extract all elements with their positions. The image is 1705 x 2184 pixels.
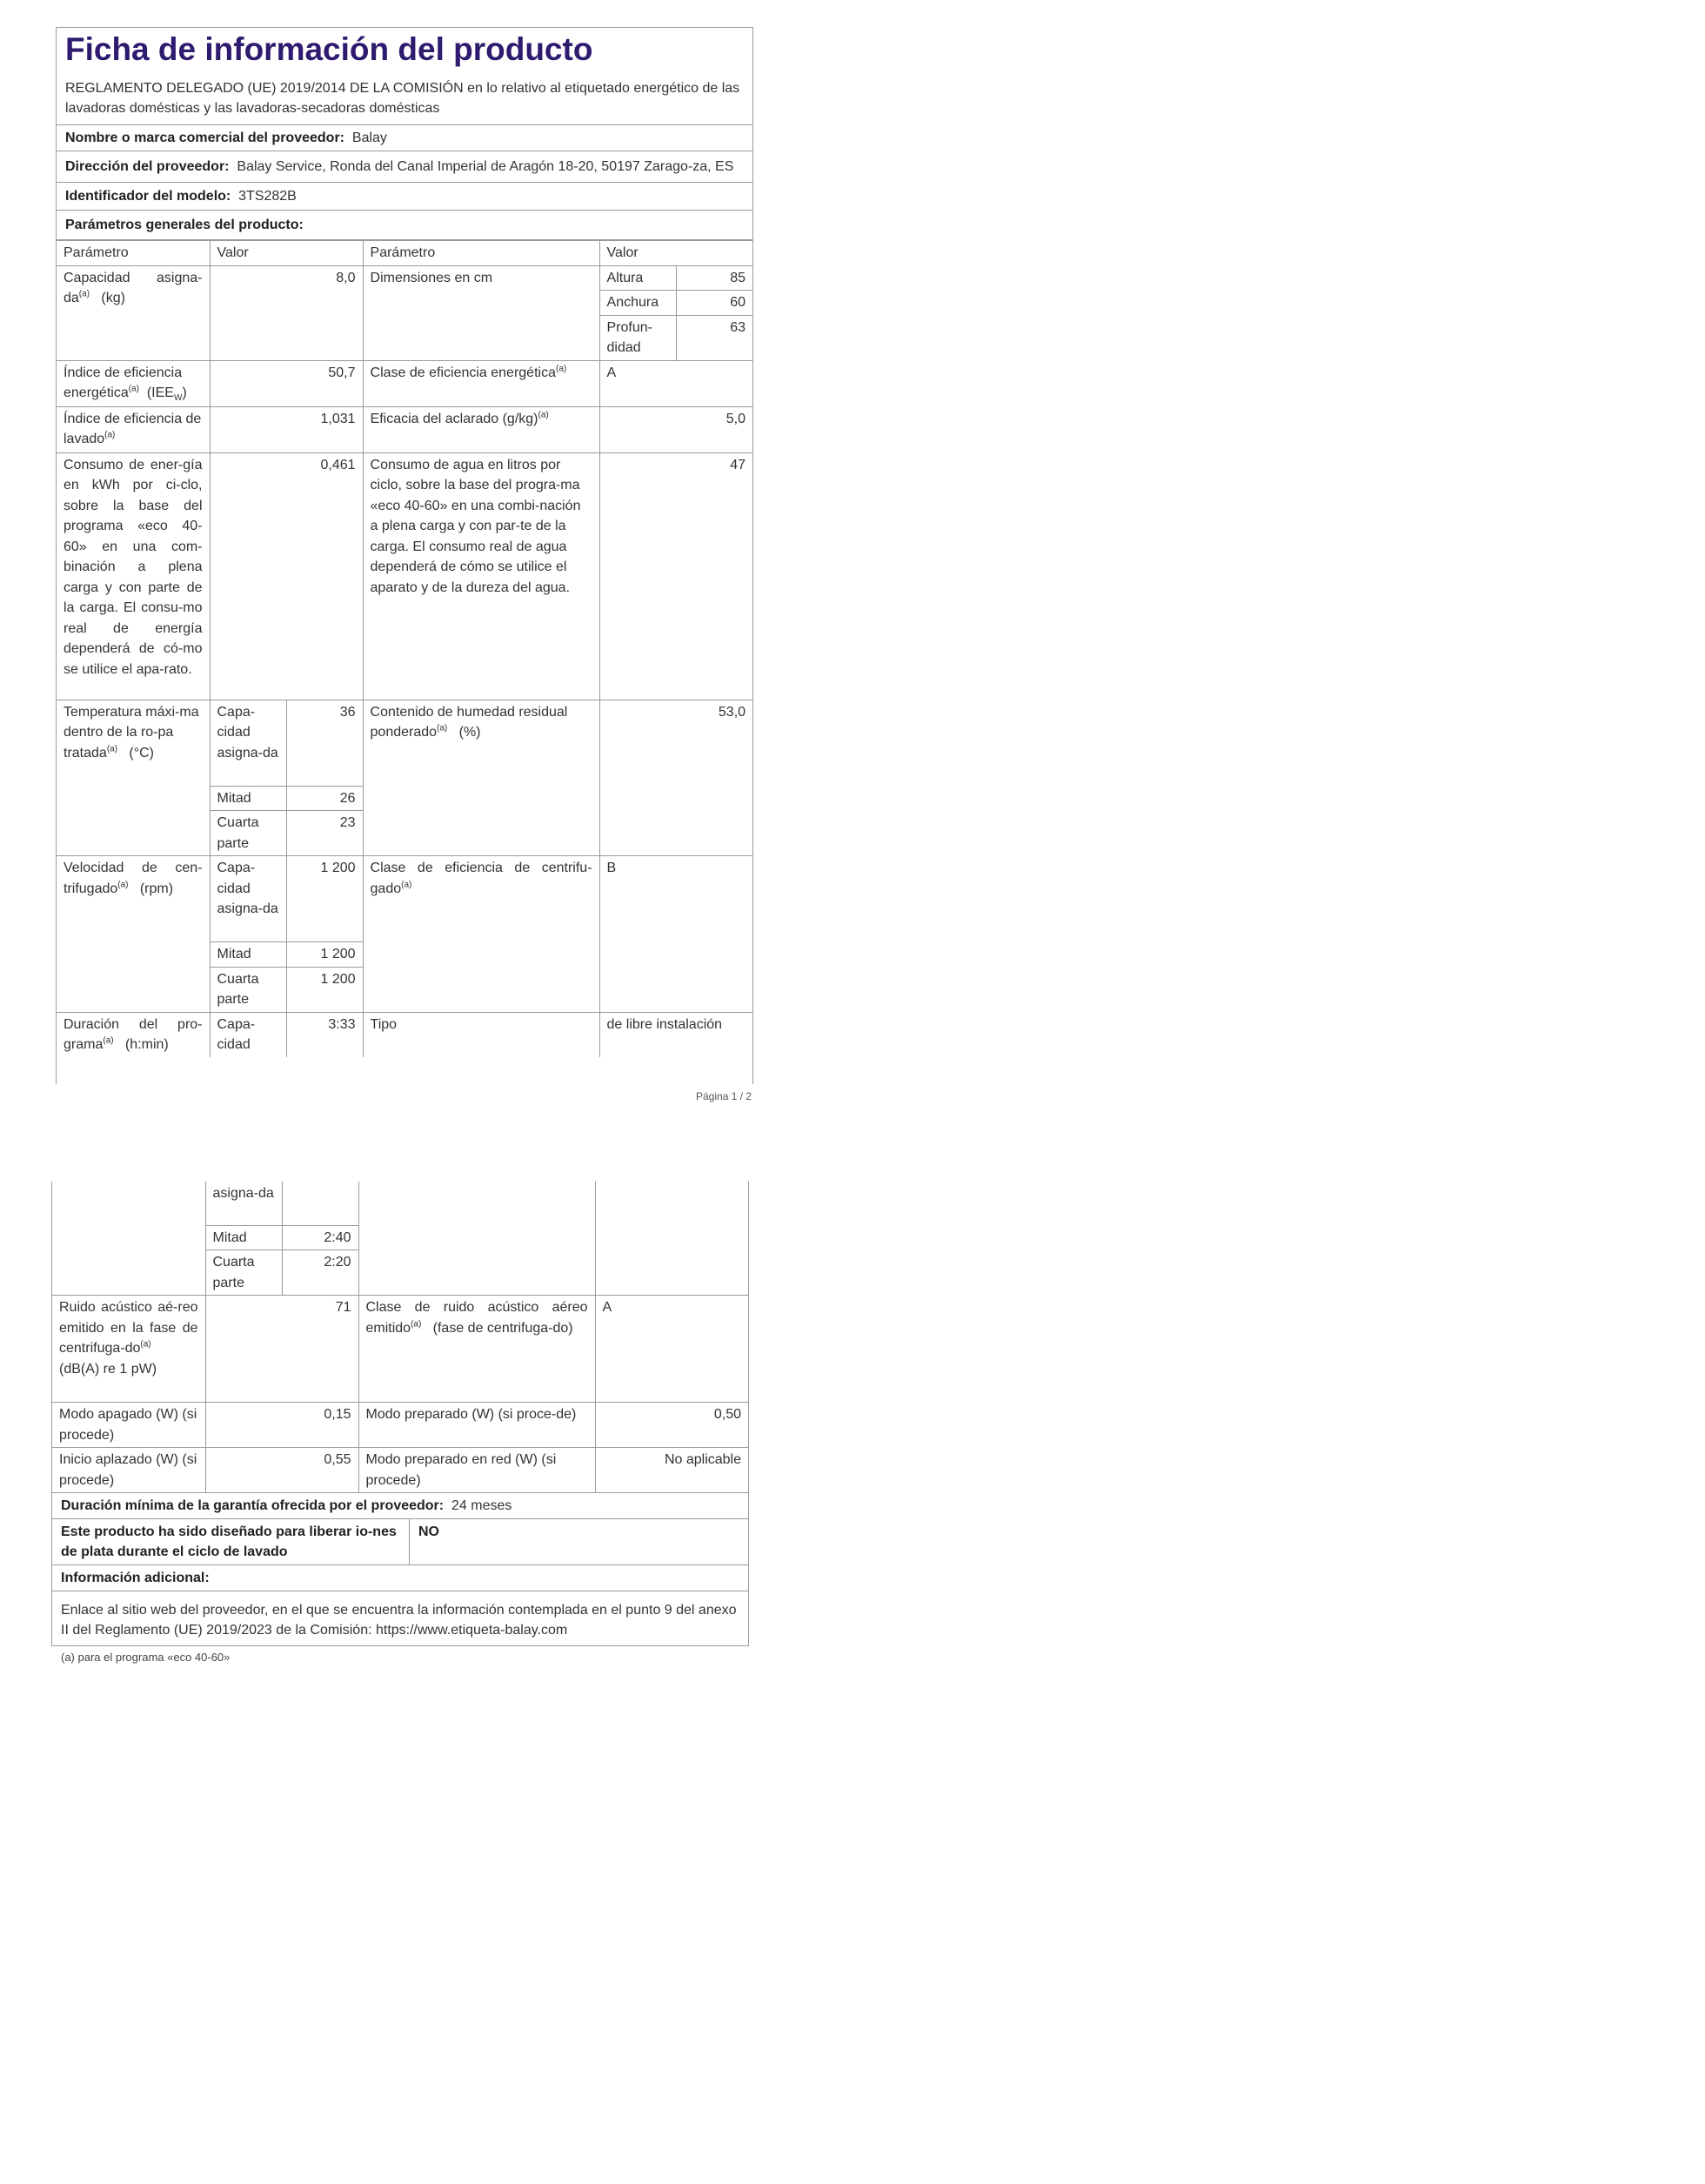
supplier-row — [57, 125, 752, 151]
load-quarter-label: Cuarta parte — [205, 1250, 282, 1296]
noise-value: 71 — [205, 1296, 358, 1403]
spin-full: 1 200 — [286, 856, 363, 942]
duration-full-label-top: Capa-cidad — [210, 1012, 286, 1057]
table-row — [57, 1012, 752, 1057]
table-row — [57, 700, 752, 786]
eei-label: Índice de eficiencia energética$^{(a)}$ $(IEE_W)$ — [57, 360, 210, 406]
silver-value: NO — [418, 1524, 439, 1539]
delay-start-value: 0,55 — [205, 1448, 358, 1493]
standby-label: Modo preparado (W) (si proce-de) — [358, 1403, 595, 1448]
energy-consumption-label: Consumo de ener-gía en kWh por ci-clo, sobre la base del programa «eco 40-60» en una com-binación a plena carga y con parte de la carga. El consu-mo real de energía dependerá de có-mo se utilice el apa-rato. — [57, 452, 210, 700]
temperature-label: Temperatura máxi-ma dentro de la ro-pa tratada$^{(a)}$ (°C) — [57, 700, 210, 856]
duration-label-cont — [52, 1182, 205, 1296]
moisture-value: 53,0 — [599, 700, 752, 856]
eei-value: 50,7 — [210, 360, 363, 406]
water-consumption-value: 47 — [599, 452, 752, 700]
duration-label: Duración del pro-grama$^{(a)}$ (h:min) — [57, 1012, 210, 1057]
energy-class-label: Clase de eficiencia energética$^{(a)}$ — [363, 360, 599, 406]
energy-class-value: A — [599, 360, 752, 406]
load-full-label: Capa-cidad asigna-da — [210, 700, 286, 786]
temperature-quarter: 23 — [286, 811, 363, 856]
general-params-row — [57, 211, 752, 240]
warranty-label: Duración mínima de la garantía ofrecida por el proveedor: — [61, 1498, 445, 1513]
network-standby-label: Modo preparado en red (W) (si procede) — [358, 1448, 595, 1493]
duration-full: 3:33 — [286, 1012, 363, 1057]
params-table — [57, 240, 752, 1057]
capacity-label: Capacidad asigna-$da^{(a)}$ (kg) — [57, 265, 210, 360]
type-value-cont — [595, 1182, 748, 1296]
dimensions-cell: Altura 85 Anchura 60 Profun-didad 63 — [599, 265, 752, 360]
dimensions-label: Dimensiones en cm — [363, 265, 599, 360]
address-value: Balay Service, Ronda del Canal Imperial de Aragón 18-20, 50197 Zarago-za, ES — [237, 159, 734, 174]
duration-half: 2:40 — [282, 1225, 358, 1250]
rinse-label: Eficacia del aclarado $(g/kg)^{(a)}$ — [363, 406, 599, 452]
link-text: Enlace al sitio web del proveedor, en el que se encuentra la información contemplada en el punto 9 del anexo II del Reglamento (UE) 2019/2023 de la Comisión: https://www.etiqueta-balay.com — [61, 1603, 737, 1638]
type-label-cont — [358, 1182, 595, 1296]
page-title: Ficha de información del producto — [65, 31, 593, 67]
warranty-value: 24 meses — [451, 1498, 512, 1513]
standby-value: 0,50 — [595, 1403, 748, 1448]
load-full-label: Capa-cidad asigna-da — [210, 856, 286, 942]
model-row — [57, 183, 752, 211]
temperature-half: 26 — [286, 786, 363, 811]
temperature-full: 36 — [286, 700, 363, 786]
off-mode-value: 0,15 — [205, 1403, 358, 1448]
header-param-2: Parámetro — [363, 241, 599, 266]
table-row — [57, 406, 752, 452]
duration-quarter: 2:20 — [282, 1250, 358, 1296]
type-value: de libre instalación — [599, 1012, 752, 1057]
params-table-continued — [52, 1182, 748, 1493]
warranty-row — [52, 1493, 748, 1519]
model-label: Identificador del modelo: — [65, 189, 231, 204]
capacity-value: 8,0 — [210, 265, 363, 360]
supplier-value: Balay — [351, 131, 387, 145]
noise-class-value: A — [595, 1296, 748, 1403]
spin-half: 1 200 — [286, 942, 363, 968]
table-row — [52, 1182, 748, 1225]
off-mode-label: Modo apagado (W) (si procede) — [52, 1403, 205, 1448]
table-row — [57, 856, 752, 942]
load-half-label: Mitad — [210, 942, 286, 968]
spin-class-label: Clase de eficiencia de centrifu-gado$^{(a)}$ — [363, 856, 599, 1013]
table-row — [52, 1296, 748, 1403]
load-half-label: Mitad — [205, 1225, 282, 1250]
additional-info-label: Información adicional: — [61, 1571, 210, 1585]
noise-label: Ruido acústico aé-reo emitido en la fase de centrifuga-$do^{(a)}$ (dB(A) re 1 pW) — [52, 1296, 205, 1403]
page-2 — [51, 1182, 749, 1646]
regulation-text: REGLAMENTO DELEGADO (UE) 2019/2014 DE LA COMISIÓN en lo relativo al etiquetado energético de las lavadoras domésticas y las lavadoras-secadoras domésticas — [57, 75, 752, 125]
table-row — [57, 265, 752, 360]
table-row — [57, 360, 752, 406]
address-row — [57, 151, 752, 183]
spin-quarter: 1 200 — [286, 967, 363, 1012]
type-label: Tipo — [363, 1012, 599, 1057]
load-half-label: Mitad — [210, 786, 286, 811]
load-quarter-label: Cuarta parte — [210, 967, 286, 1012]
duration-full-label-bottom: asigna-da — [205, 1182, 282, 1225]
silver-row — [52, 1519, 748, 1565]
page-number: Página 1 / 2 — [696, 1090, 752, 1102]
duration-full-cont — [282, 1182, 358, 1225]
supplier-label: Nombre o marca comercial del proveedor: — [65, 131, 344, 145]
footnote: (a) para el programa «eco 40-60» — [61, 1651, 231, 1664]
energy-consumption-value: 0,461 — [210, 452, 363, 700]
wash-index-label: Índice de eficiencia de lavado$^{(a)}$ — [57, 406, 210, 452]
rinse-value: 5,0 — [599, 406, 752, 452]
header-value-2: Valor — [599, 241, 752, 266]
delay-start-label: Inicio aplazado (W) (si procede) — [52, 1448, 205, 1493]
silver-label: Este producto ha sido diseñado para liberar io-nes de plata durante el ciclo de lavado — [52, 1519, 410, 1564]
page-1 — [56, 27, 753, 1084]
water-consumption-label: Consumo de agua en litros por ciclo, sobre la base del progra-ma «eco 40-60» en una combi-nación a plena carga y con par-te de la carga. El consumo real de agua dependerá de cómo se utilice el aparato y de la dureza del agua. — [363, 452, 599, 700]
link-row — [52, 1591, 748, 1643]
moisture-label: Contenido de humedad residual ponderado$^{(a)}$ (%) — [363, 700, 599, 856]
address-label: Dirección del proveedor: — [65, 159, 230, 174]
model-value: 3TS282B — [238, 189, 297, 204]
spin-speed-label: Velocidad de cen-trifugado$^{(a)}$ (rpm) — [57, 856, 210, 1013]
table-row — [52, 1403, 748, 1448]
additional-info-row — [52, 1565, 748, 1591]
wash-index-value: 1,031 — [210, 406, 363, 452]
general-params-label: Parámetros generales del producto: — [65, 218, 304, 232]
table-header-row — [57, 241, 752, 266]
table-row — [57, 452, 752, 700]
noise-class-label: Clase de ruido acústico aéreo emitido$^{(a)}$ (fase de centrifuga-do) — [358, 1296, 595, 1403]
header-value-1: Valor — [210, 241, 363, 266]
table-row — [52, 1448, 748, 1493]
network-standby-value: No aplicable — [595, 1448, 748, 1493]
header-param-1: Parámetro — [57, 241, 210, 266]
spin-class-value: B — [599, 856, 752, 1013]
load-quarter-label: Cuarta parte — [210, 811, 286, 856]
